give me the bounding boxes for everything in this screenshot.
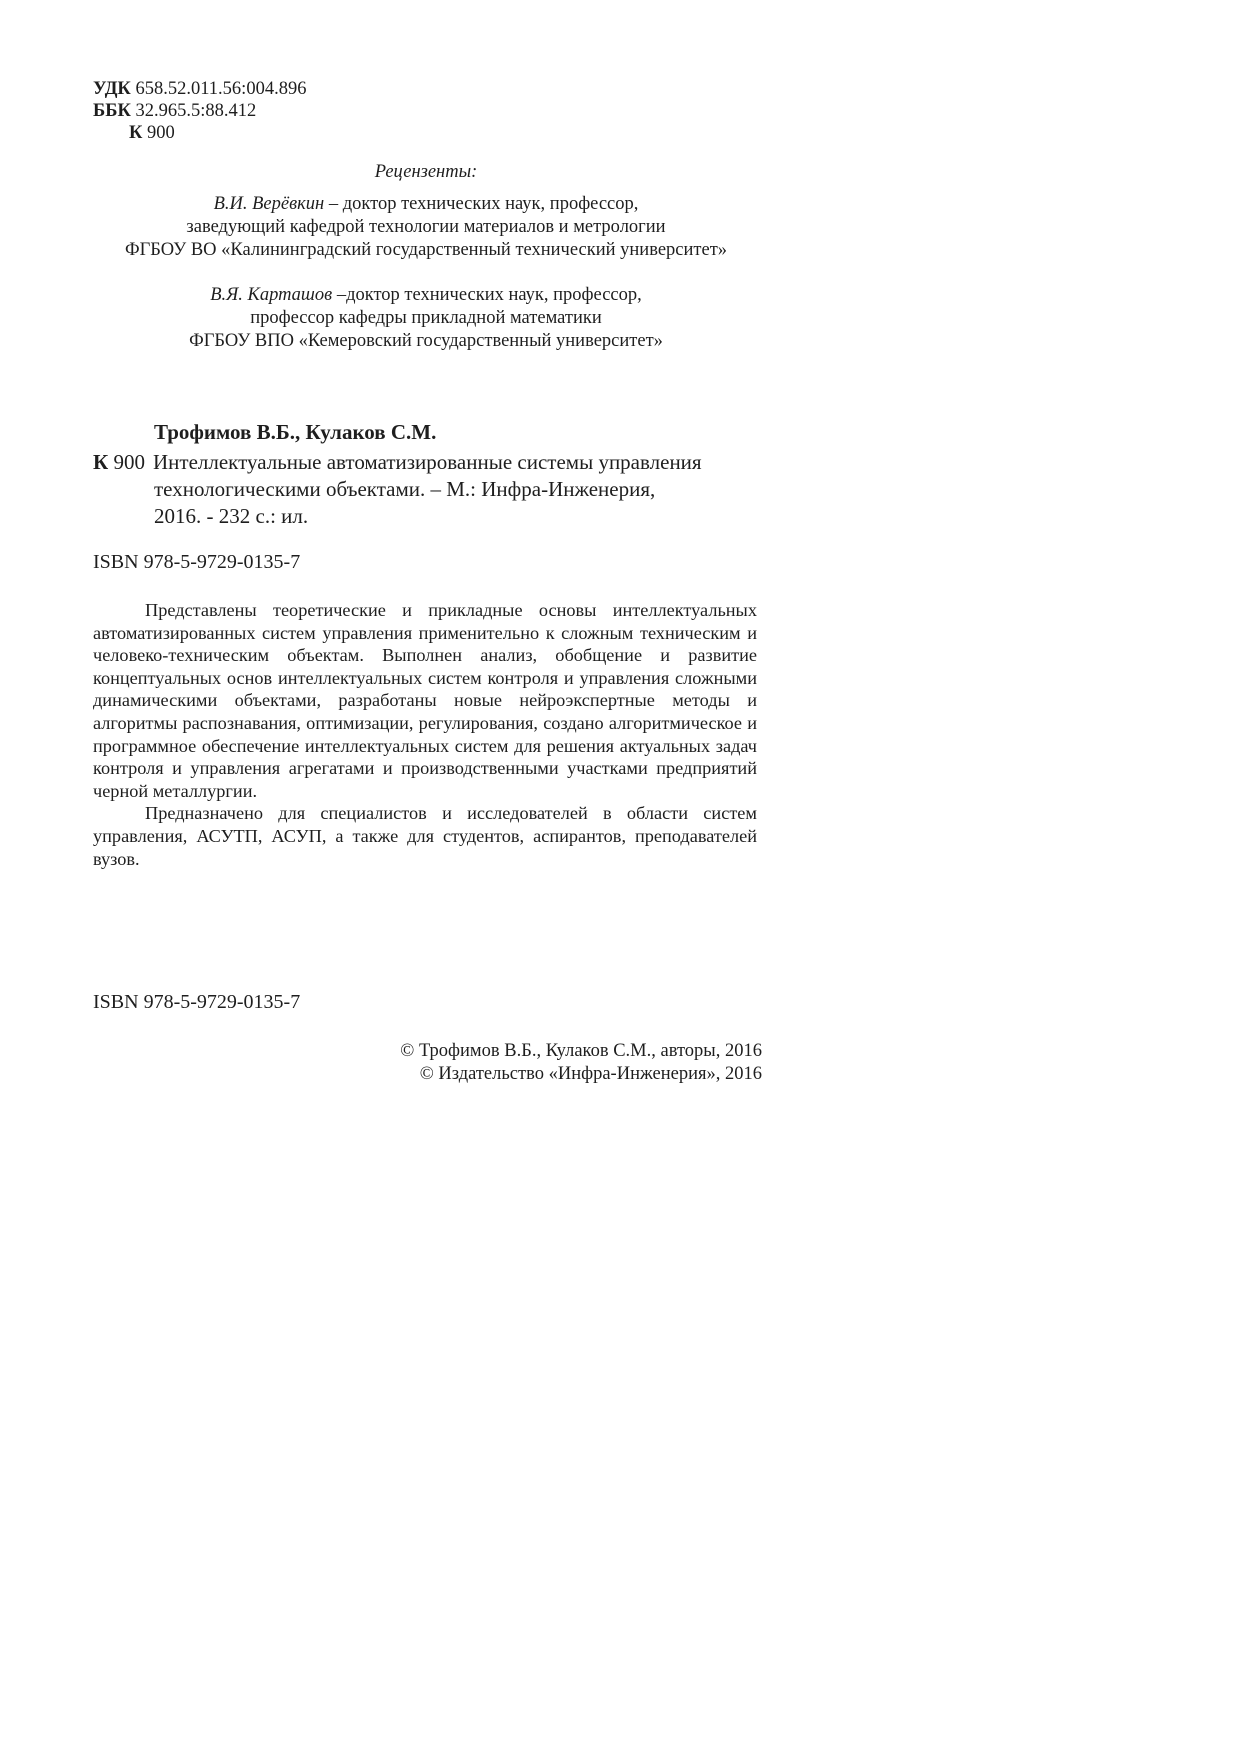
reviewers-title: Рецензенты:: [374, 162, 478, 182]
reviewer-2-line1: [0, 284, 852, 307]
k-label: К: [129, 123, 143, 143]
annotation-paragraph-2: Предназначено для специалистов и исследователей в области систем управления, АСУТП, АСУП, а также для студентов, аспирантов, преподавателей вузов.: [93, 803, 757, 869]
book-title-line2: технологическими объектами. – М.: Инфра-Инженерия,: [154, 477, 656, 501]
bbk-line: [93, 100, 306, 122]
copyright-publisher: © Издательство «Инфра-Инженерия», 2016: [419, 1064, 762, 1084]
reviewer-1-title: – доктор технических наук, профессор,: [324, 194, 639, 214]
classification-block: [93, 78, 306, 144]
k-value: 900: [147, 123, 175, 143]
udk-line: [93, 78, 306, 100]
reviewer-2-name: В.Я. Карташов: [210, 285, 333, 305]
reviewer-2-line3: ФГБОУ ВПО «Кемеровский государственный университет»: [189, 331, 663, 351]
book-code-letter: К: [93, 450, 109, 474]
bbk-label: ББК: [93, 101, 131, 121]
isbn-top: ISBN 978-5-9729-0135-7: [93, 551, 301, 573]
copyright-authors: © Трофимов В.Б., Кулаков С.М., авторы, 2016: [400, 1041, 762, 1061]
reviewer-1-line3: ФГБОУ ВО «Калининградский государственный технический университет»: [124, 240, 728, 260]
annotation-paragraph-1: Представлены теоретические и прикладные основы интеллектуальных автоматизированных систем управления применительно к сложным техническим и человеко-техническим объектам. Выполнен анализ, обобщение и развитие концептуальных основ интеллектуальных систем контроля и управления сложными динамическими объектами, разработаны новые нейроэкспертные методы и алгоритмы распознавания, оптимизации, регулирования, создано алгоритмическое и программное обеспечение интеллектуальных систем для решения актуальных задач контроля и управления агрегатами и производственными участками предприятий черной металлургии.: [93, 600, 757, 801]
book-authors: Трофимов В.Б., Кулаков С.М.: [154, 420, 437, 444]
reviewer-2: [0, 284, 852, 353]
book-code: [93, 449, 153, 476]
reviewer-2-title: –доктор технических наук, профессор,: [332, 285, 642, 305]
reviewer-1-name: В.И. Верёвкин: [213, 194, 325, 214]
k-line: [93, 122, 306, 144]
bbk-value: 32.965.5:88.412: [135, 101, 257, 121]
biblio-line1: [93, 449, 773, 476]
reviewer-1-line1: [0, 193, 852, 216]
isbn-bottom: ISBN 978-5-9729-0135-7: [93, 991, 301, 1013]
reviewer-2-line2: профессор кафедры прикладной математики: [250, 308, 602, 328]
udk-value: 658.52.011.56:004.896: [135, 79, 307, 99]
bibliographic-record: [93, 449, 773, 530]
book-title-line1: Интеллектуальные автоматизированные системы управления: [153, 450, 702, 474]
reviewer-1-line2: заведующий кафедрой технологии материалов и метрологии: [186, 217, 666, 237]
annotation: [93, 599, 757, 870]
book-code-number: 900: [113, 450, 145, 474]
udk-label: УДК: [93, 79, 131, 99]
book-imprint: 2016. - 232 с.: ил.: [154, 504, 309, 528]
copyright-block: [0, 1040, 762, 1086]
reviewer-1: [0, 193, 852, 262]
